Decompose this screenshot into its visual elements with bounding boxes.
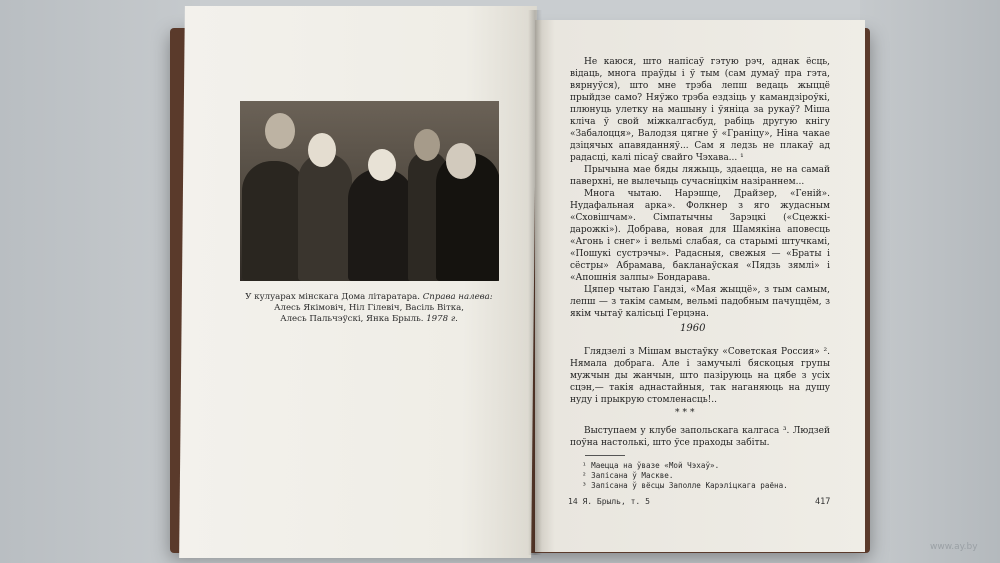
page-number: 417 [815,497,831,507]
person-figure [242,161,306,281]
person-head [414,129,440,161]
footnote-rule [585,455,625,456]
table-surface-right [860,0,1000,563]
person-figure [348,169,414,281]
left-page [179,6,537,558]
group-photograph [240,101,499,281]
paragraph: Многа чытаю. Нарэшце, Драйзер, «Геній». Нудафальная арка». Фолкнер з яго жудасным «Сховішчам». Сімпатычны Зарэцкі («Сцежкі-дарожкі»). Добрава, новая для Шамякіна аповесць «Агонь і снег» і вельмі слабая, са старымі штучкамі, «Пошукі сустрэчы». Радасныя, свежыя — «Браты і сёстры» Абрамава, бакланаўская «Пядзь зямлі» і «Апошнія залпы» Бондарава. [570,189,830,283]
caption-year: 1978 г. [426,314,458,324]
person-figure [298,153,352,281]
paragraph: Цяпер чытаю Гандзі, «Мая жыццё», з тым самым, лепш — з такім самым, вельмі падобным пачуццём, з якім чытаў калісьці Герцэна. [570,285,830,319]
book-gutter [528,10,542,555]
body-text-middle [570,346,830,406]
body-text-bottom [570,425,830,449]
footnote: ¹ Маецца на ўвазе «Мой Чэхаў». [582,461,720,470]
photo-caption [238,292,500,325]
caption-line3: Алесь Пальчэўскі, Янка Брыль. [280,314,424,324]
paragraph: Выступаем у клубе запольскага калгаса ³. Людзей поўна настолькі, што ўсе праходы забіты. [570,426,830,448]
year-heading: 1960 [680,323,706,334]
person-head [446,143,476,179]
footnotes [582,461,832,491]
paragraph: Прычына мае бяды ляжыць, здаецца, не на самай паверхні, не вылечыць сучасніцкім назіраннем... [570,165,830,187]
body-text-top [570,56,830,320]
footnote: ³ Запісана ў вёсцы Заполле Карэліцкага раёна. [582,481,788,490]
caption-line2: Алесь Якімовіч, Ніл Гілевіч, Васіль Вітка, [274,303,464,313]
footnote: ² Запісана ў Маскве. [582,471,674,480]
caption-emphasis: Справа налева: [422,292,493,302]
watermark: www.ay.by [930,542,978,552]
person-head [308,133,336,167]
signature-mark: 14 Я. Брыль, т. 5 [568,497,650,506]
paragraph: Не каюся, што напісаў гэтую рэч, аднак ёсць, відаць, многа праўды і ў тым (сам думаў пра гэта, вярнуўся), што мне трэба лепш ведаць жыццё прыйдзе само? Няўжо трэба ездзіць у камандзіроўкі, плюнуць улетку на машыну і ўяніца за рукаў? Міша кліча ў свой міжкалгасбуд, рабіць другую кнігу «Забалоцця», Валодзя цягне ў «Граніцу», Ніна чакае дзіцячых апавяданняў... Сам я ледзь не плакаў ад радасці, калі пісаў свайго Чэхава... ¹ [570,57,830,163]
person-head [368,149,396,181]
person-head [265,113,295,149]
paragraph: Глядзелі з Мішам выстаўку «Советская Россия» ². Нямала добрага. Але і замучылі бяскоцыя групы мужчын ды жанчын, што пазіруюць на цябе з усіх сцэн,— такія аднастайныя, так наганяюць на душу нуду і прыкрую стомленасць!.. [570,347,830,405]
caption-line1: У кулуарах мінскага Дома літаратара. [245,292,420,302]
section-separator: *** [675,408,698,418]
